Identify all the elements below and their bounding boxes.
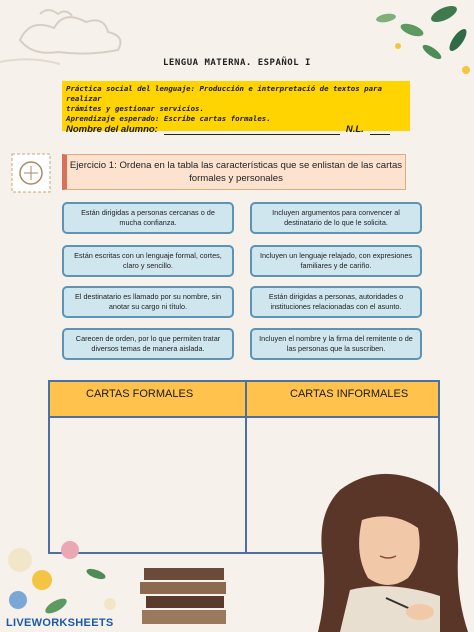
stamp-icon	[8, 150, 54, 196]
cloud-decoration	[0, 0, 160, 80]
characteristic-card-2[interactable]: Incluyen argumentos para convencer al destinatario de lo que le solicita.	[250, 202, 422, 234]
characteristic-card-8[interactable]: Incluyen el nombre y la firma del remitente o de las personas que la suscriben.	[250, 328, 422, 360]
exercise-line-2: formales y personales	[189, 173, 283, 184]
table-divider	[245, 382, 247, 552]
practice-line-1: Práctica social del lenguaje: Producción e interpretació de textos para realizar	[66, 84, 382, 103]
exercise-line-1: Ejercicio 1: Ordena en la tabla las características que se enlistan de las cartas	[69, 160, 403, 171]
formal-letters-header: CARTAS FORMALES	[86, 388, 194, 400]
characteristic-card-3[interactable]: Están escritas con un lenguaje formal, cortes, claro y sencillo.	[62, 245, 234, 277]
student-name-line[interactable]	[164, 125, 340, 135]
practice-line-2: trámites y gestionar servicios.	[66, 104, 204, 113]
characteristic-card-5[interactable]: El destinatario es llamado por su nombre, sin anotar su cargo ni título.	[62, 286, 234, 318]
informal-letters-header: CARTAS INFORMALES	[290, 388, 409, 400]
nl-line[interactable]	[370, 125, 390, 135]
books-illustration	[140, 560, 230, 632]
leaves-decoration	[294, 0, 474, 90]
characteristic-card-6[interactable]: Están dirigidas a personas, autoridades o instituciones relacionadas con el asunto.	[250, 286, 422, 318]
expected-learning: Aprendizaje esperado: Escribe cartas formales.	[66, 114, 271, 123]
lesson-info-box	[62, 81, 410, 135]
characteristic-card-7[interactable]: Carecen de orden, por lo que permiten tratar diversos temas de manera aislada.	[62, 328, 234, 360]
girl-writing-illustration	[300, 470, 474, 632]
characteristic-card-1[interactable]: Están dirigidas a personas cercanas o de mucha confianza.	[62, 202, 234, 234]
exercise-instructions	[62, 154, 406, 190]
characteristic-card-4[interactable]: Incluyen un lenguaje relajado, con expresiones familiares y de cariño.	[250, 245, 422, 277]
student-name-row	[66, 125, 406, 135]
nl-label: N.L.	[345, 124, 364, 135]
student-name-label: Nombre del alumno:	[66, 124, 158, 135]
page-title: LENGUA MATERNA. ESPAÑOL I	[163, 58, 311, 68]
liveworksheets-logo: LIVEWORKSHEETS	[6, 617, 114, 629]
